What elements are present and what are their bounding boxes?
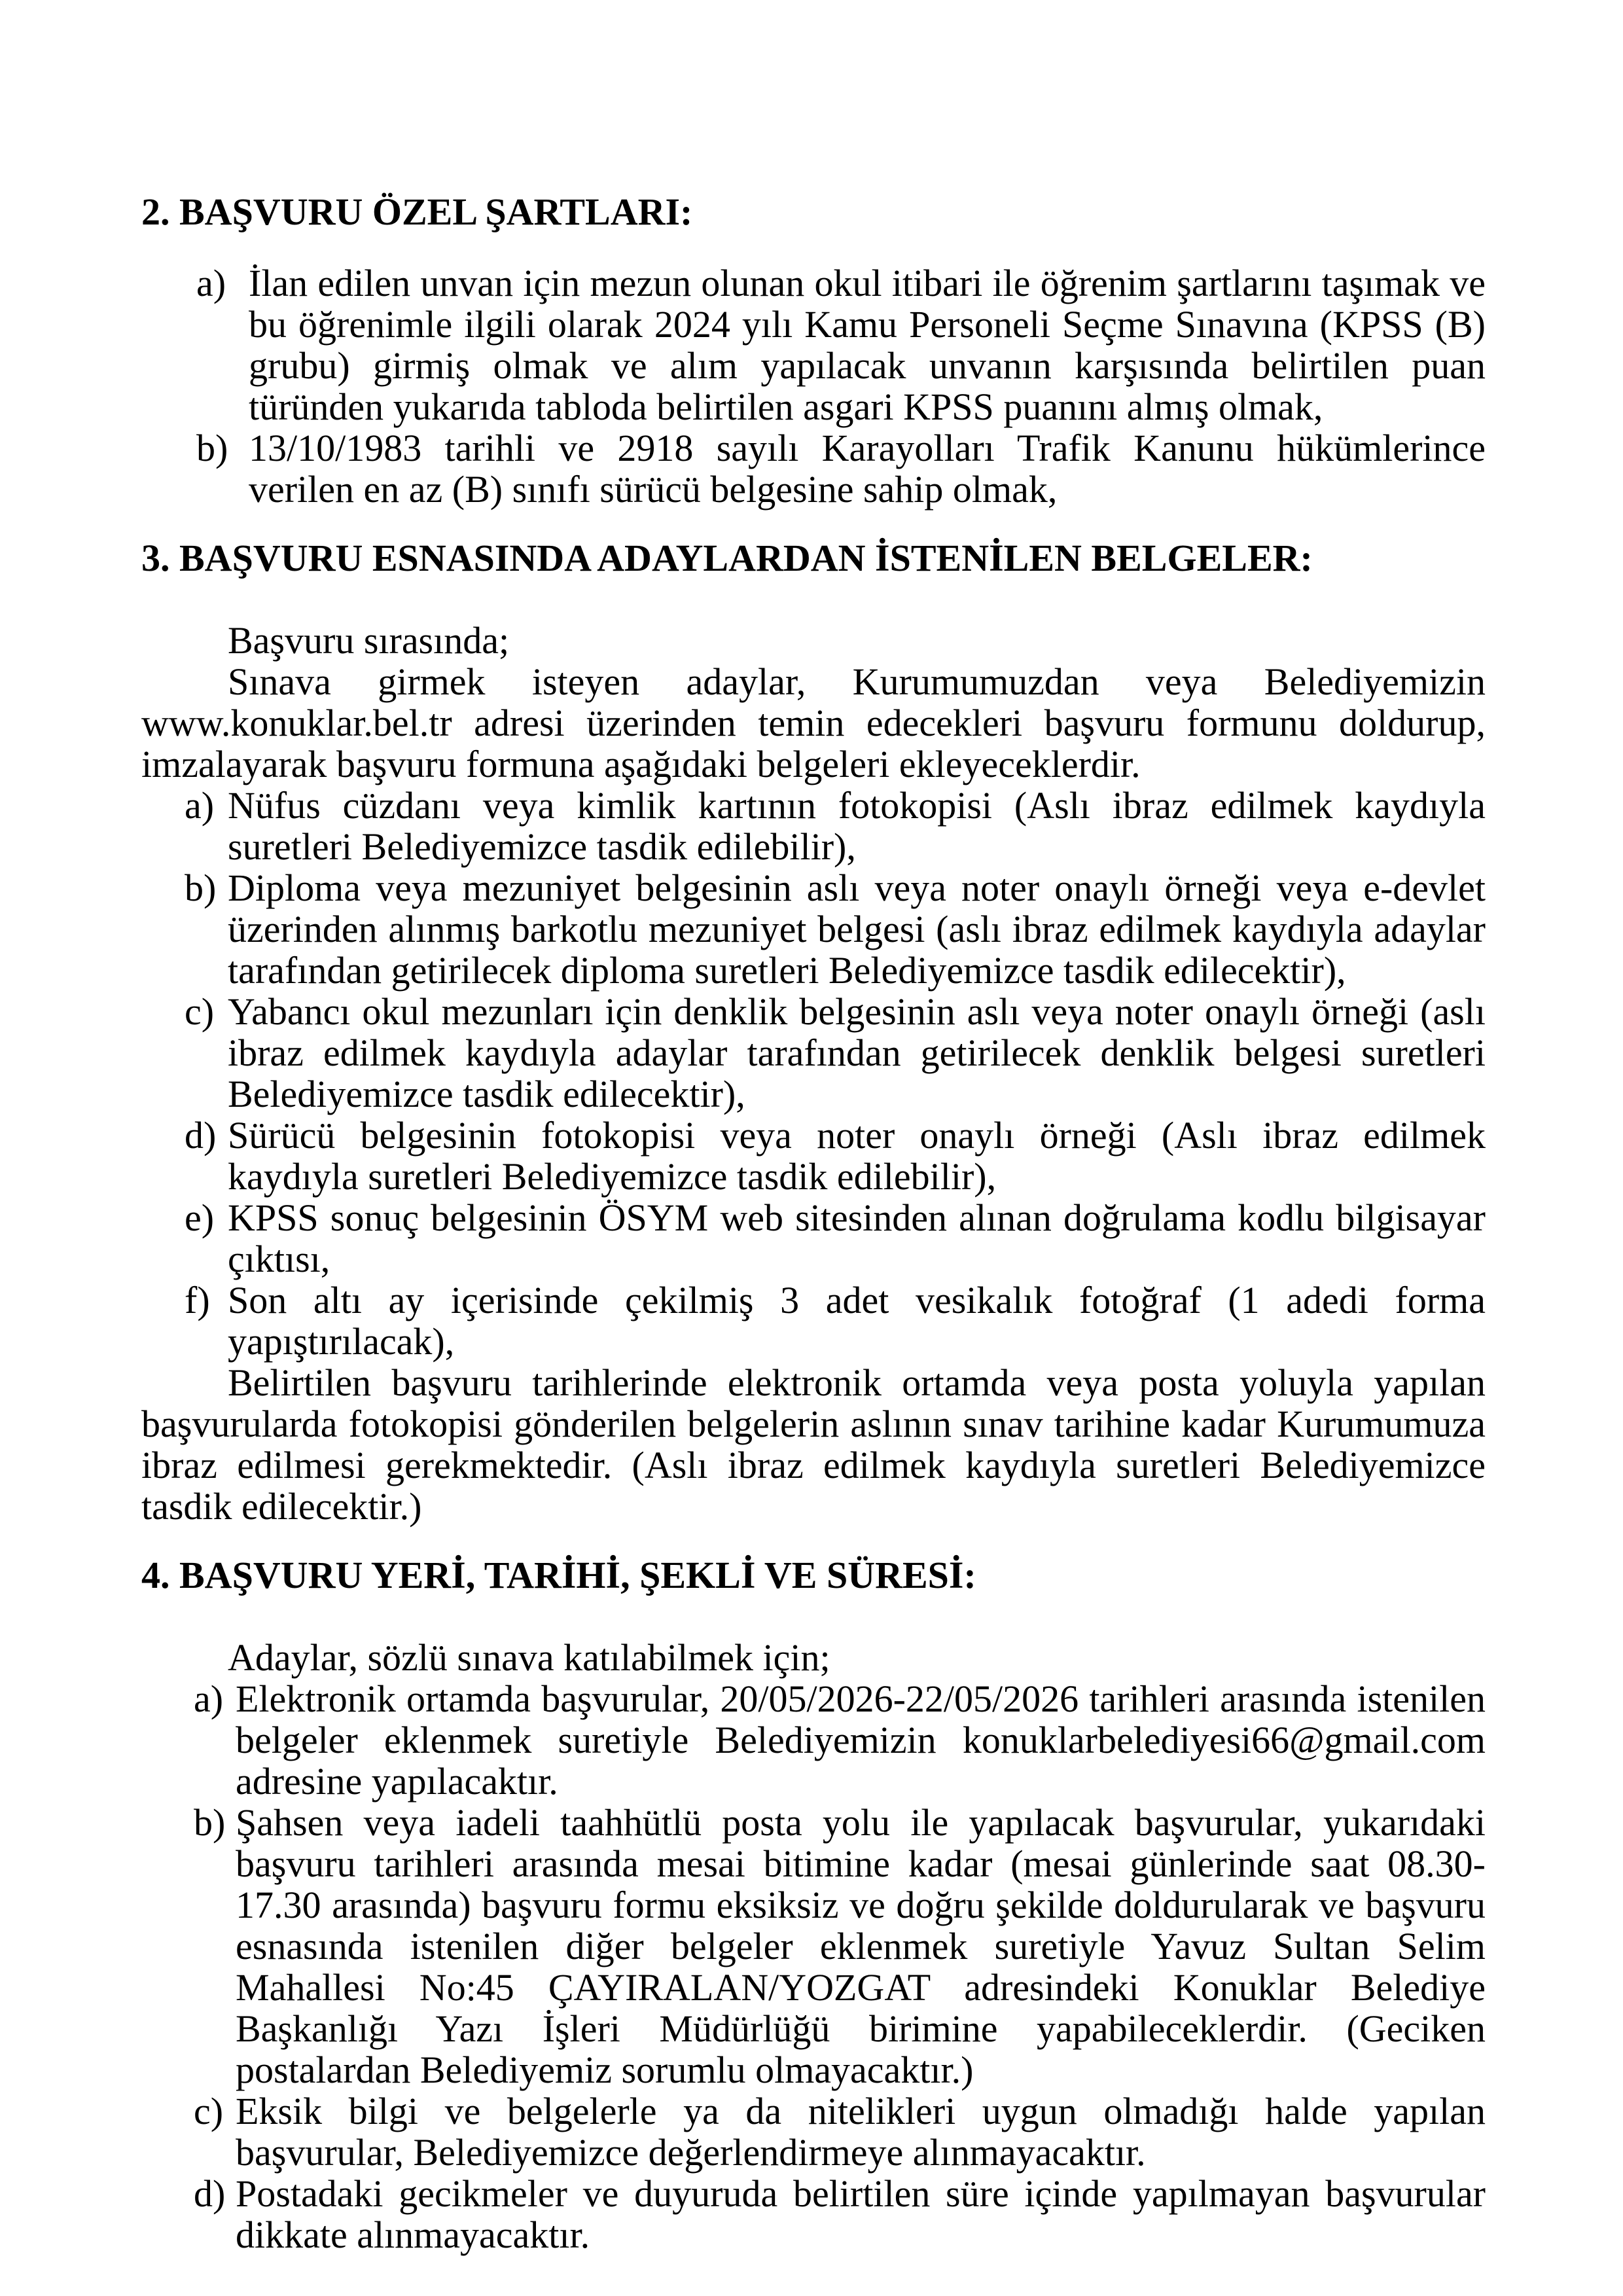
section-2-list — [141, 262, 1486, 510]
list-item-3a-label: a) — [185, 784, 215, 827]
list-item-4c-label: c) — [194, 2090, 224, 2132]
list-item-4c-text: Eksik bilgi ve belgelerle ya da nitelikleri uygun olmadığı halde yapılan başvurular, Belediyemizce değerlendirmeye alınmayacaktır. — [236, 2090, 1486, 2174]
list-item-3d-label: d) — [185, 1114, 217, 1157]
list-item-2a-label: a) — [196, 262, 226, 304]
list-item-4a — [141, 1678, 1486, 1802]
list-item-3b-text: Diploma veya mezuniyet belgesinin aslı veya noter onaylı örneği veya e-devlet üzerinden alınmış barkotlu mezuniyet belgesi (aslı ibraz edilmek kaydıyla adaylar tarafından getirilecek diploma suretleri Belediyemizce tasdik edilecektir), — [228, 867, 1486, 992]
list-item-4c — [141, 2090, 1486, 2173]
list-item-3c-label: c) — [185, 990, 215, 1033]
list-item-3f-label: f) — [185, 1279, 210, 1321]
list-item-4a-text: Elektronik ortamda başvurular, 20/05/2026-22/05/2026 tarihleri arasında istenilen belgeler eklenmek suretiyle Belediyemizin konuklarbelediyesi66@gmail.com adresine yapılacaktır. — [236, 1677, 1486, 1803]
list-item-3f-text: Son altı ay içerisinde çekilmiş 3 adet vesikalık fotoğraf (1 adedi forma yapıştırılacak), — [228, 1279, 1486, 1363]
list-item-3a-text: Nüfus cüzdanı veya kimlik kartının fotokopisi (Aslı ibraz edilmek kaydıyla suretleri Belediyemizce tasdik edilebilir), — [228, 784, 1486, 868]
section-3-intro-paragraph: Sınava girmek isteyen adaylar, Kurumumuzdan veya Belediyemizin www.konuklar.bel.tr adresi üzerinden temin edecekleri başvuru formunu doldurup, imzalayarak başvuru formuna aşağıdaki belgeleri ekleyeceklerdir. — [141, 660, 1486, 785]
list-item-3e-label: e) — [185, 1196, 215, 1239]
section-2-heading: 2. BAŞVURU ÖZEL ŞARTLARI: — [141, 190, 693, 233]
list-item-4b-text: Şahsen veya iadeli taahhütlü posta yolu ile yapılacak başvurular, yukarıdaki başvuru tarihleri arasında mesai bitimine kadar (mesai günlerinde saat 08.30-17.30 arasında) başvuru formu eksiksiz ve doğru şekilde doldurularak ve başvuru esnasında istenilen diğer belgeler eklenmek suretiyle Yavuz Sultan Selim Mahallesi No:45 ÇAYIRALAN/YOZGAT adresindeki Konuklar Belediye Başkanlığı Yazı İşleri Müdürlüğü birimine yapabileceklerdir. (Geciken postalardan Belediyemiz sorumlu olmayacaktır.) — [236, 1801, 1486, 2091]
list-item-2b — [141, 427, 1486, 510]
section-3-heading: 3. BAŞVURU ESNASINDA ADAYLARDAN İSTENİLEN BELGELER: — [141, 537, 1313, 579]
section-4-intro-line: Adaylar, sözlü sınava katılabilmek için; — [228, 1636, 830, 1679]
section-3-list — [141, 785, 1486, 1362]
list-item-3e-text: KPSS sonuç belgesinin ÖSYM web sitesinden alınan doğrulama kodlu bilgisayar çıktısı, — [228, 1196, 1486, 1280]
list-item-4d — [141, 2173, 1486, 2255]
list-item-4b — [141, 1802, 1486, 2090]
section-4-heading: 4. BAŞVURU YERİ, TARİHİ, ŞEKLİ VE SÜRESİ: — [141, 1554, 976, 1596]
list-item-4b-label: b) — [194, 1801, 226, 1844]
list-item-3a — [141, 785, 1486, 867]
list-item-3d — [141, 1115, 1486, 1197]
section-4-list — [141, 1678, 1486, 2255]
list-item-2a — [141, 262, 1486, 427]
list-item-3d-text: Sürücü belgesinin fotokopisi veya noter onaylı örneği (Aslı ibraz edilmek kaydıyla suretleri Belediyemizce tasdik edilebilir), — [228, 1114, 1486, 1198]
section-3-closing-paragraph: Belirtilen başvuru tarihlerinde elektronik ortamda veya posta yoluyla yapılan başvurularda fotokopisi gönderilen belgelerin aslının sınav tarihine kadar Kurumumuza ibraz edilmesi gerekmektedir. (Aslı ibraz edilmek kaydıyla suretleri Belediyemizce tasdik edilecektir.) — [141, 1361, 1486, 1528]
list-item-3b — [141, 867, 1486, 991]
list-item-3f — [141, 1280, 1486, 1362]
list-item-3c — [141, 991, 1486, 1115]
list-item-3e — [141, 1197, 1486, 1280]
list-item-3b-label: b) — [185, 867, 217, 909]
section-3-intro-line: Başvuru sırasında; — [228, 619, 510, 662]
list-item-4d-label: d) — [194, 2172, 226, 2215]
list-item-2b-label: b) — [196, 427, 228, 469]
list-item-2b-text: 13/10/1983 tarihli ve 2918 sayılı Karayolları Trafik Kanunu hükümlerince verilen en az (B) sınıfı sürücü belgesine sahip olmak, — [249, 427, 1486, 511]
list-item-4d-text: Postadaki gecikmeler ve duyuruda belirtilen süre içinde yapılmayan başvurular dikkate alınmayacaktır. — [236, 2172, 1486, 2256]
list-item-2a-text: İlan edilen unvan için mezun olunan okul itibari ile öğrenim şartlarını taşımak ve bu öğrenimle ilgili olarak 2024 yılı Kamu Personeli Seçme Sınavına (KPSS (B) grubu) girmiş olmak ve alım yapılacak unvanın karşısında belirtilen puan türünden yukarıda tabloda belirtilen asgari KPSS puanını almış olmak, — [249, 262, 1486, 428]
list-item-4a-label: a) — [194, 1677, 224, 1720]
list-item-3c-text: Yabancı okul mezunları için denklik belgesinin aslı veya noter onaylı örneği (aslı ibraz edilmek kaydıyla adaylar tarafından getirilecek denklik belgesi suretleri Belediyemizce tasdik edilecektir), — [228, 990, 1486, 1115]
